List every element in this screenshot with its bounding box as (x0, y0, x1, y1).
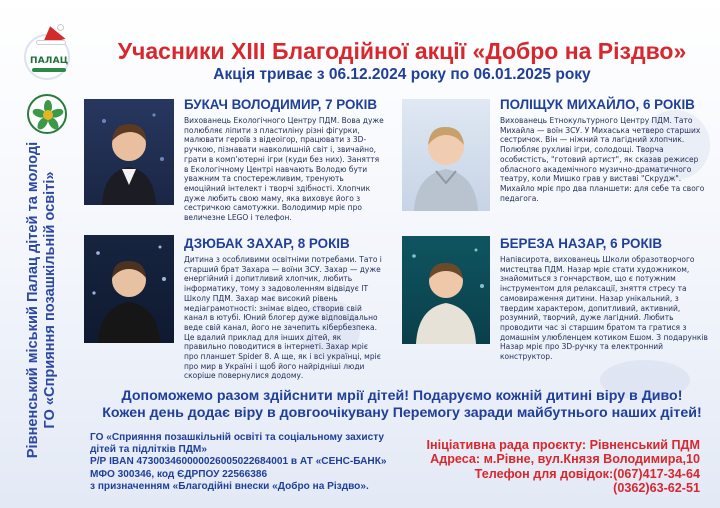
organization-vertical-text (25, 60, 59, 508)
participant-name: ПОЛІЩУК МИХАЙЛО, 6 РОКІВ (500, 97, 695, 112)
page-subtitle: Акція триває з 06.12.2024 року по 06.01.2025 року (213, 66, 591, 83)
bank-details (90, 432, 390, 493)
appeal-line-1: Допоможемо разом здійснити мрії дітей! Подаруємо кожній дитині віру в Диво! (121, 388, 683, 404)
bank-line: з призначенням «Благодійні внески «Добро на Різдво». (90, 480, 369, 492)
participant-photo (84, 99, 174, 205)
participant-bio: Дитина з особливими освітніми потребами. Тато і старший брат Захара — воїни ЗСУ. Захар — дуже енергійний і допитливий хлопчик, любить інформатику, тому з задоволенням відвідує IT Школу ПДМ. Захар має високий рівень медіаграмотності: знімає відео, створив свій канал в ютубі. Юний блогер дуже відповідально веде свій канал, його не зачепить кібербезпека. Це вдалий приклад для інших дітей, як правильно поводитися в інтернеті. Захар мріє про планшет Spider 8. А ще, як і всі українці, мріє про мир в Україні і щоб його найрідніші люди скоріше повернулися додому. (184, 255, 382, 381)
org-name-line-2: ГО «Сприяння позашкільній освіті» (42, 171, 58, 429)
page-title: Учасники XIII Благодійної акції «Добро на Різдво» (117, 38, 687, 64)
phone-line: (0362)63-62-51 (613, 481, 700, 496)
bank-line: ГО «Сприяння позашкільній освіті та соціальному захисту (90, 432, 385, 443)
bank-iban: Р/Р IBAN 473003460000026005022684001 в АТ «СЕНС-БАНК» (90, 456, 387, 468)
participant-photo (84, 235, 174, 343)
participant-bio: Вихованець Екологічного Центру ПДМ. Вова дуже полюбляє ліпити з пластиліну різні фігурки, малювати героїв з відеоігор, працювати з 3D-ручкою, пізнавати навколишній світ і, звичайно, грати в комп’ютерні ігри (куди без них). Заняття в Екологічному Центрі навчають Володю бути уважним та спостережливим, тренують емоційний інтелект і творчі здібності. Хлопчик дуже любить свою маму, яка виховує його з сестричкою самотужки. Володимир мріє про величезне LEGO і телефон. (184, 116, 384, 223)
participant-name: БЕРЕЗА НАЗАР, 6 РОКІВ (500, 236, 663, 251)
org-name-line-1: Рівненський міський Палац дітей та молоді (25, 141, 41, 459)
logo-text: ПАЛАЦ (30, 56, 69, 66)
initiative-council: Ініціативна рада проєкту: Рівненський ПДМ (426, 438, 700, 452)
phone-line: Телефон для довідок:(067)417-34-64 (474, 466, 700, 481)
appeal-line-2: Кожен день додає віру в довгоочікувану Перемогу заради майбутнього наших дітей! (102, 405, 702, 421)
participant-photo (402, 236, 490, 344)
address: Адреса: м.Рівне, вул.Князя Володимира,10 (430, 452, 700, 467)
bank-line: дітей та підлітків ПДМ» (90, 444, 207, 456)
sidebar (0, 0, 84, 508)
contacts-block (410, 438, 700, 496)
participant-name: ДЗЮБАК ЗАХАР, 8 РОКІВ (184, 236, 350, 251)
participant-name: БУКАЧ ВОЛОДИМИР, 7 РОКІВ (184, 97, 377, 112)
participant-bio: Вихованець Етнокультурного Центру ПДМ. Тато Михайла — воїн ЗСУ. У Михаська четверо старших сестричок. Він — ніжний та лагідний хлопчик. Полюбляє рухливі ігри, солодощі. Творча особистість, "готовий артист", як сказав режисер обласного академічного музично-драматичного театру, коли Мишко грав у виставі "Скрудж". Михайло мріє про два планшети: для себе та свого педагога. (500, 116, 705, 203)
bank-line: МФО 300346, код ЄДРПОУ 22566386 (90, 468, 268, 480)
participant-photo (402, 99, 490, 211)
participant-bio: Напівсирота, вихованець Школи образотворчого мистецтва ПДМ. Назар мріє стати художником, знайомиться з гончарством, що є потужним інструментом для релаксації, зняття стресу та самовираження дитини. Назар унікальний, з твердим характером, допитливий, активний, розумний, творчий, дуже лагідний. Любить проводити час зі старшим братом та гратися з домашнім улюбленцем котиком Ешом. З подарунків Назар мріє про 3D-ручку та електронний конструктор. (500, 255, 708, 362)
